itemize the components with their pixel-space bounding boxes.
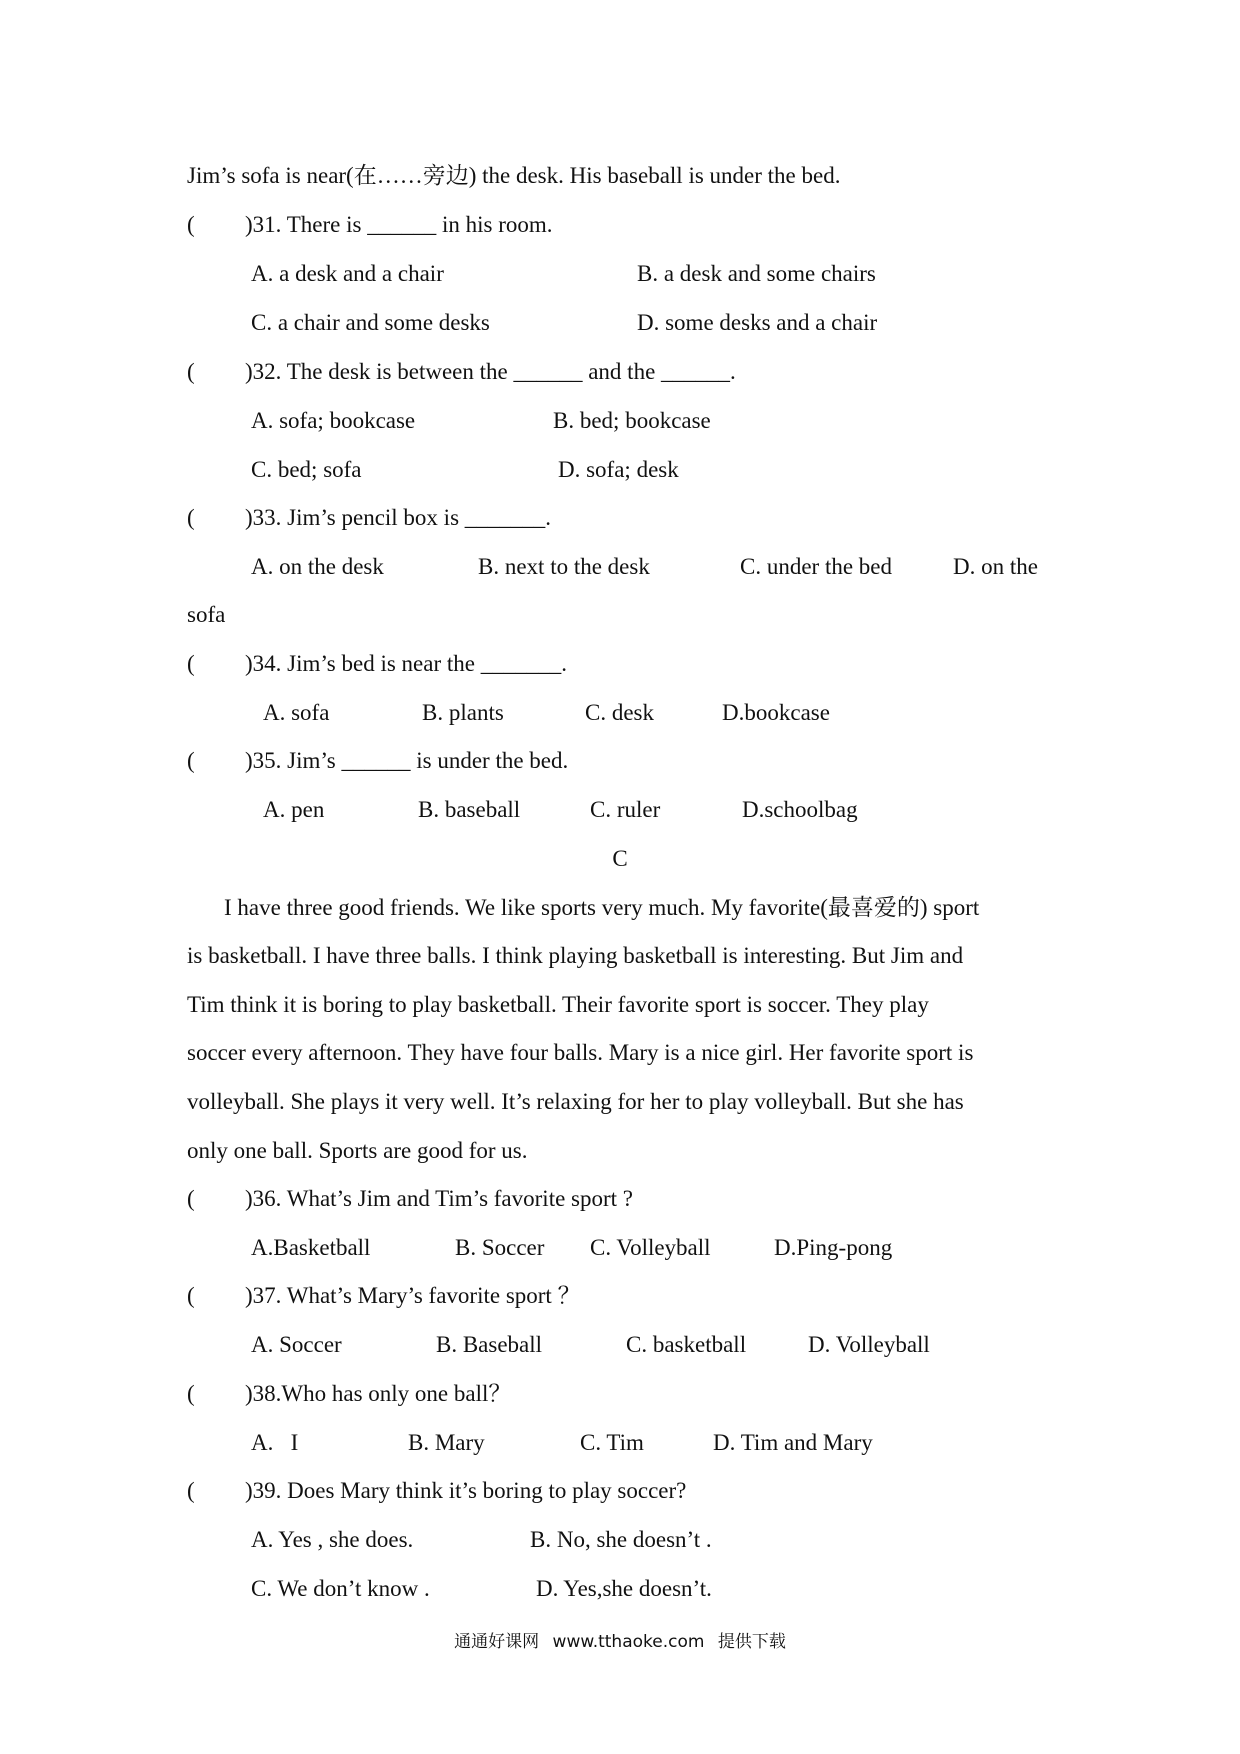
q31-option-b: B. a desk and some chairs (637, 261, 876, 286)
q31-option-a: A. a desk and a chair (251, 261, 444, 286)
q37-option-d: D. Volleyball (808, 1332, 930, 1357)
question-37: )37. What’s Mary’s favorite sport ？ (245, 1283, 581, 1308)
footer-site-name: 通通好课网 (454, 1632, 540, 1652)
q34-option-d: D.bookcase (722, 700, 830, 725)
q36-option-b: B. Soccer (455, 1235, 545, 1260)
passage-c-line: volleyball. She plays it very well. It’s relaxing for her to play volleyball. But she has (187, 1089, 964, 1114)
q35-option-c: C. ruler (590, 797, 661, 822)
footer-url: www.tthaoke.com (552, 1632, 705, 1652)
q39-option-d: D. Yes,she doesn’t. (536, 1576, 712, 1601)
q33-option-d-continued: sofa (187, 602, 226, 627)
q38-option-b: B. Mary (408, 1430, 485, 1455)
answer-paren: ( (187, 1381, 195, 1406)
q35-option-d: D.schoolbag (742, 797, 858, 822)
q34-option-c: C. desk (585, 700, 654, 725)
q31-option-c: C. a chair and some desks (251, 310, 490, 335)
q38-option-c: C. Tim (580, 1430, 644, 1455)
q31-option-d: D. some desks and a chair (637, 310, 878, 335)
q38-option-d: D. Tim and Mary (713, 1430, 873, 1455)
passage-c-line: only one ball. Sports are good for us. (187, 1138, 528, 1163)
q36-option-d: D.Ping-pong (774, 1235, 893, 1260)
question-39: )39. Does Mary think it’s boring to play soccer? (245, 1478, 687, 1503)
question-33: )33. Jim’s pencil box is _______. (245, 505, 552, 530)
q32-option-b: B. bed; bookcase (553, 408, 711, 433)
q33-option-a: A. on the desk (251, 554, 384, 579)
passage-c-line: I have three good friends. We like sports very much. My favorite(最喜爱的) sport (224, 895, 980, 920)
q37-option-b: B. Baseball (436, 1332, 543, 1357)
answer-paren: ( (187, 212, 195, 237)
q33-option-b: B. next to the desk (478, 554, 650, 579)
question-32: )32. The desk is between the ______ and the ______. (245, 359, 736, 384)
q33-option-c: C. under the bed (740, 554, 893, 579)
answer-paren: ( (187, 1186, 195, 1211)
section-c-heading: C (612, 846, 628, 871)
q39-option-c: C. We don’t know . (251, 1576, 430, 1601)
page-footer (0, 1630, 1240, 1654)
question-38: )38.Who has only one ball？ (245, 1381, 512, 1406)
passage-c-line: Tim think it is boring to play basketball. Their favorite sport is soccer. They play (187, 992, 929, 1017)
q33-option-d: D. on the (953, 554, 1038, 579)
answer-paren: ( (187, 1283, 195, 1308)
q39-option-b: B. No, she doesn’t . (530, 1527, 712, 1552)
passage-c-line: soccer every afternoon. They have four balls. Mary is a nice girl. Her favorite sport is (187, 1040, 974, 1065)
question-35: )35. Jim’s ______ is under the bed. (245, 748, 569, 773)
answer-paren: ( (187, 748, 195, 773)
q36-option-a: A.Basketball (251, 1235, 371, 1260)
q34-option-a: A. sofa (263, 700, 330, 725)
q35-option-b: B. baseball (418, 797, 521, 822)
q38-option-a: A. I (251, 1430, 299, 1455)
q32-option-c: C. bed; sofa (251, 457, 362, 482)
question-31: )31. There is ______ in his room. (245, 212, 553, 237)
footer-note: 提供下载 (717, 1632, 786, 1652)
q32-option-a: A. sofa; bookcase (251, 408, 416, 433)
answer-paren: ( (187, 359, 195, 384)
q32-option-d: D. sofa; desk (558, 457, 679, 482)
q39-option-a: A. Yes , she does. (251, 1527, 414, 1552)
q35-option-a: A. pen (263, 797, 325, 822)
q36-option-c: C. Volleyball (590, 1235, 711, 1260)
answer-paren: ( (187, 1478, 195, 1503)
passage-b-tail: Jim’s sofa is near(在……旁边) the desk. His baseball is under the bed. (187, 163, 841, 188)
question-34: )34. Jim’s bed is near the _______. (245, 651, 567, 676)
answer-paren: ( (187, 505, 195, 530)
question-36: )36. What’s Jim and Tim’s favorite sport ? (245, 1186, 634, 1211)
q37-option-c: C. basketball (626, 1332, 747, 1357)
answer-paren: ( (187, 651, 195, 676)
q34-option-b: B. plants (422, 700, 504, 725)
q37-option-a: A. Soccer (251, 1332, 342, 1357)
passage-c-line: is basketball. I have three balls. I think playing basketball is interesting. But Jim and (187, 943, 964, 968)
